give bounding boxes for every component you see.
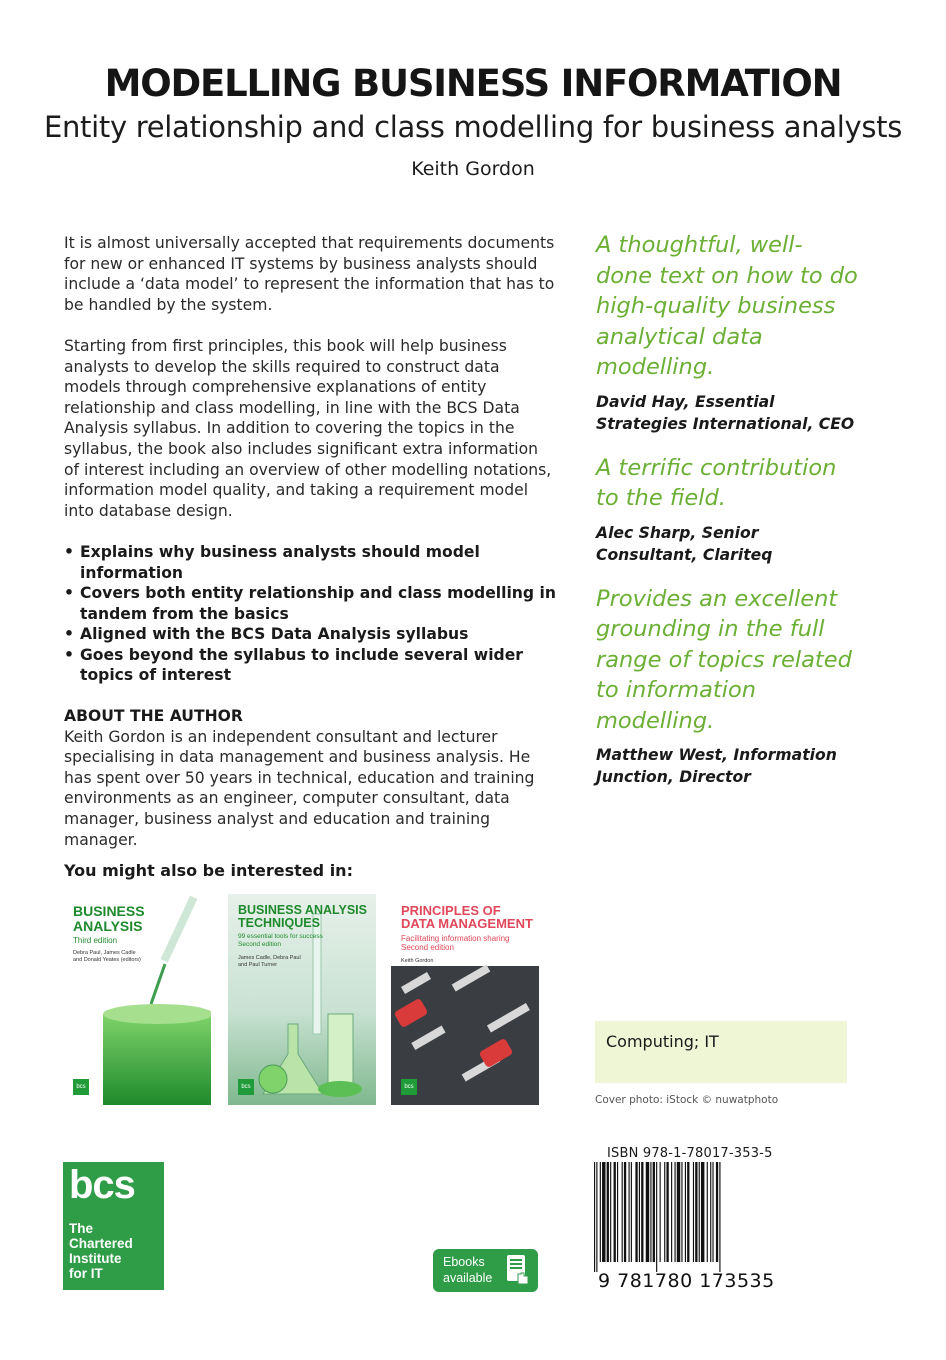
related-book-edition: Second edition [238,941,282,948]
barcode-bar [675,1162,676,1262]
review-quote: A thoughtful, well-done text on how to do high-quality business analytical data modelling. [596,232,858,380]
related-book-edition: Second edition [401,943,454,952]
related-book-authors: Debra Paul, James Cadle and Donald Yeates (editors) [73,950,141,963]
barcode-bar [631,1162,632,1262]
review-source: Alec Sharp, Senior Consultant, Clariteq [596,523,773,564]
barcode-bar [600,1162,601,1262]
book-title: MODELLING BUSINESS INFORMATION [104,62,842,105]
feature-item: • Covers both entity relationship and class modelling in tandem from the basics [64,583,558,624]
barcode-bar [622,1162,623,1262]
feature-item: • Goes beyond the syllabus to include several wider topics of interest [64,645,558,686]
review-source: Matthew West, Information Junction, Director [596,746,837,786]
barcode-bar [712,1162,713,1262]
ebooks-badge [433,1249,538,1292]
ebooks-line: available [443,1271,493,1285]
barcode-bar [607,1162,609,1262]
review-quote: Provides an excellent grounding in the full range of topics related to information modelling. [596,585,852,734]
related-book-cover[interactable] [391,894,539,1105]
related-book-authors: Keith Gordon [401,958,434,964]
related-book-tagline: 99 essential tools for success [238,933,323,940]
feature-item: • Aligned with the BCS Data Analysis syllabus [64,624,558,645]
barcode-bar [719,1162,720,1272]
quotes-column [596,230,858,806]
barcode-bar [646,1162,649,1262]
feature-item: • Explains why business analysts should model information [64,542,558,583]
barcode-bar [687,1162,689,1262]
related-book-title: BUSINESS ANALYSIS [73,903,145,934]
barcode-bar [594,1162,595,1272]
related-book-tagline: Facilitating information sharing [401,934,510,943]
barcode-bar [639,1162,640,1262]
barcode-bar [664,1162,665,1262]
barcode-bar [617,1162,618,1262]
tablet-hand-icon [504,1254,530,1287]
bcs-mini-logo: bcs [238,1079,254,1095]
barcode-bar [677,1162,680,1262]
bcs-mini-logo: bcs [401,1079,417,1095]
barcode-bar [629,1162,630,1262]
barcode-bar [666,1162,668,1262]
barcode-bar [716,1162,718,1262]
barcode-bar [695,1162,697,1262]
barcode-icon [591,1162,775,1272]
barcode-bar [707,1162,708,1262]
description-paragraph: It is almost universally accepted that requirements documents for new or enhanced IT systems by business analysts should include a ‘data model’ to represent the information that has to be handled by the system. [64,234,555,314]
ebooks-line: Ebooks [443,1255,485,1269]
bcs-mini-logo: bcs [73,1079,89,1095]
related-book-cover[interactable] [228,894,376,1105]
barcode-bar [656,1162,657,1272]
barcode-bar [614,1162,616,1262]
isbn-label: ISBN 978-1-78017-353-5 [607,1146,773,1161]
barcode-bar [681,1162,682,1262]
description-column [64,233,558,850]
barcode-bar [693,1162,694,1262]
related-book-cover[interactable] [63,894,211,1105]
barcode-bar [701,1162,704,1262]
cover-photo-credit: Cover photo: iStock © nuwatphoto [595,1094,779,1106]
about-heading: ABOUT THE AUTHOR [64,707,243,726]
barcode-bar [699,1162,700,1262]
description-paragraph: Starting from first principles, this book will help business analysts to develop the skills required to construct data models through comprehensive explanations of entity relationship and class modelling, in line with the BCS Data Analysis syllabus. In addition to covering the topics in the syllabus, the book also includes significant extra information of interest including an overview of other modelling notations, information model quality, and taking a requirement model into database design. [64,336,552,520]
related-heading: You might also be interested in: [64,861,353,880]
feature-list [64,542,558,686]
barcode-bar [671,1162,672,1262]
barcode-bar [610,1162,611,1262]
barcode-bar [624,1162,626,1262]
isbn-digits: 9 781780 173535 [598,1270,775,1292]
bcs-logo-word: bcs [69,1163,135,1207]
book-author: Keith Gordon [411,158,535,180]
barcode-bar [641,1162,643,1262]
book-subtitle: Entity relationship and class modelling for business analysts [43,110,903,144]
barcode-bar [653,1162,655,1262]
review-source: David Hay, Essential Strategies International, CEO [596,392,855,433]
related-book-title: PRINCIPLES OF DATA MANAGEMENT [401,903,533,931]
barcode-bar [596,1162,597,1272]
barcode-bar [660,1162,661,1262]
barcode-bar [710,1162,711,1262]
barcode-bar [685,1162,686,1262]
barcode-bar [650,1162,651,1262]
related-book-authors: James Cadle, Debra Paul and Paul Turner [238,955,301,968]
barcode-bar [635,1162,637,1262]
subject-category: Computing; IT [595,1021,847,1083]
about-text: Keith Gordon is an independent consultant and lecturer specialising in data management and business analysis. He has spent over 50 years in technical, education and training environments as an engineer, computer consultant, data manager, business analyst and education and training manager. [64,727,535,849]
related-book-title: BUSINESS ANALYSIS TECHNIQUES [238,903,367,930]
review-quote: A terrific contribution to the field. [596,454,837,511]
bcs-tagline: The Chartered Institute for IT [69,1221,133,1281]
related-book-edition: Third edition [73,936,118,945]
barcode-bar [602,1162,605,1262]
